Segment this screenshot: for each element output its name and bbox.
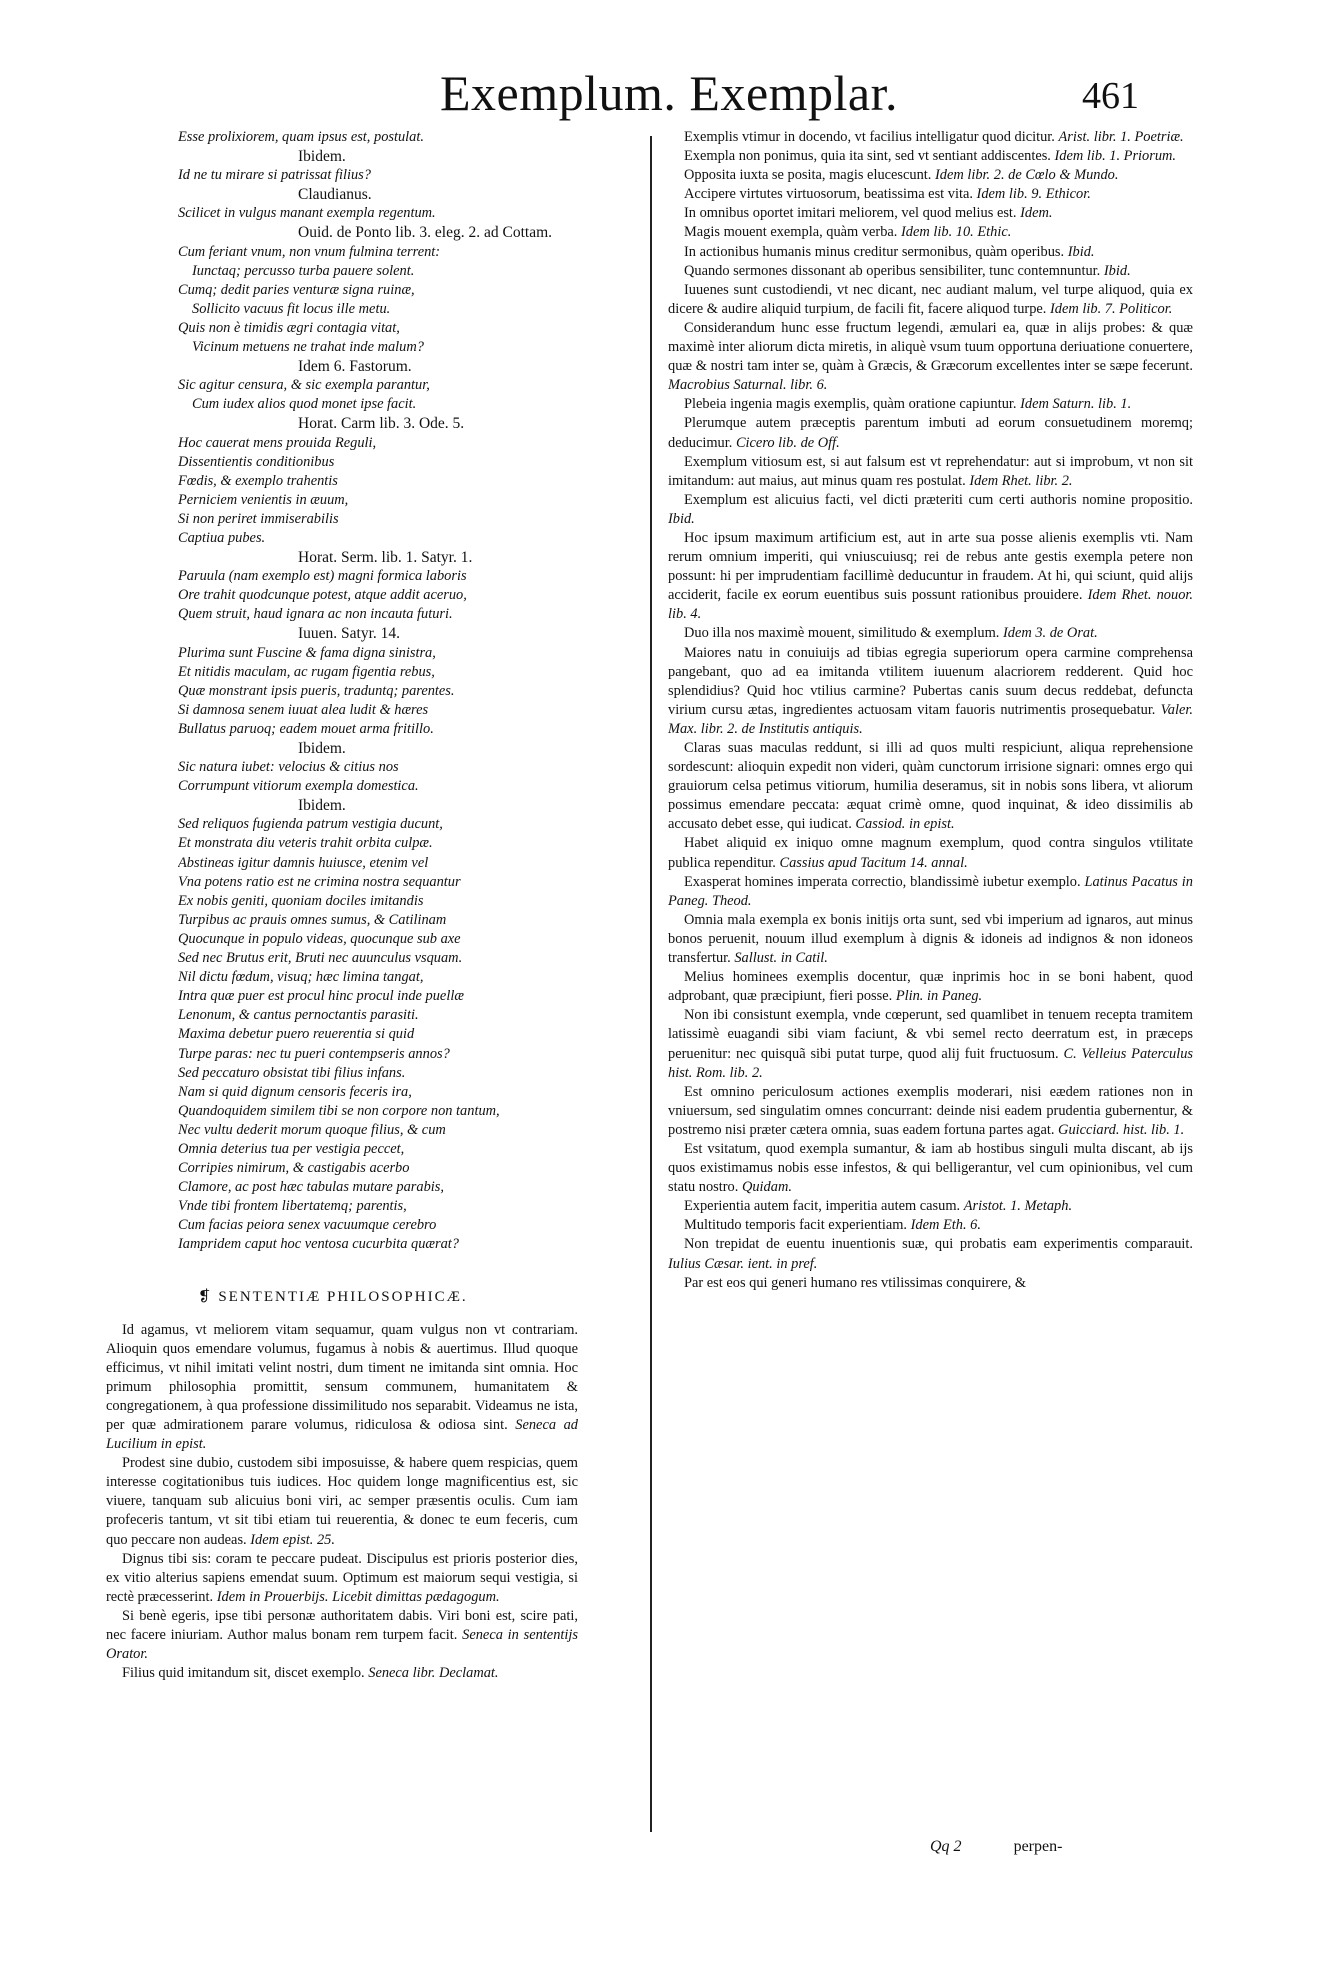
quotation-paragraph: [668, 968, 1193, 1006]
quotation-paragraph: [106, 1454, 578, 1549]
verse-line: Ore trahit quodcunque potest, atque addit aceruo,: [178, 587, 467, 604]
left-column: [106, 128, 578, 1683]
quotation-paragraph: [668, 1006, 1193, 1082]
verse-line: Turpe paras: nec tu pueri contempseris annos?: [178, 1045, 450, 1062]
quotation-paragraph: [668, 281, 1193, 319]
citation: Latinus Pacatus in Paneg. Theod.: [668, 873, 1193, 909]
quotation-text: Plerumque autem præceptis parentum imbuti ad eorum consuetudinem moremq; deducimur.: [668, 415, 1193, 451]
citation: Idem Rhet. libr. 2.: [969, 472, 1073, 489]
citation: Aristot. 1. Metaph.: [963, 1198, 1073, 1215]
quotation-paragraph: [668, 1235, 1193, 1273]
citation: Iulius Cæsar. ient. in pref.: [668, 1255, 818, 1272]
quotation-paragraph: [668, 1140, 1193, 1197]
quotation-paragraph: [668, 1197, 1193, 1216]
quotation-paragraph: [668, 147, 1193, 166]
citation: Quidam.: [741, 1179, 792, 1196]
verse-line: Si damnosa senem iuuat alea ludit & hæres: [178, 701, 429, 718]
verse-line: Scilicet in vulgus manant exempla regentum.: [178, 205, 436, 222]
quotation-paragraph: [106, 1321, 578, 1455]
source-caption: Ouid. de Ponto lib. 3. eleg. 2. ad Cottam.: [298, 224, 553, 242]
quotation-text: Est vsitatum, quod exempla sumantur, & iam ab hostibus singuli multa discant, ab ijs quos existimamus nobis esse infestos, & qui belligerantur, vel cum opinionibus, vel cum statu nostro.: [668, 1140, 1193, 1196]
source-caption: Ibidem.: [298, 740, 346, 757]
citation: Seneca ad Lucilium in epist.: [106, 1417, 578, 1453]
quotation-text: Iuuenes sunt custodiendi, vt nec dicant, nec audiant malum, vel turpe aliquod, quia ex dicere & audire aliquid turpium, de facili fit, facere aliquod turpe.: [668, 281, 1193, 317]
verse-line: Bullatus paruoq; eadem mouet arma fritillo.: [178, 720, 434, 737]
citation: Idem Rhet. nouor. lib. 4.: [668, 587, 1193, 623]
quotation-paragraph: [668, 624, 1193, 643]
quotation-paragraph: [668, 185, 1193, 204]
quotation-paragraph: [668, 128, 1193, 147]
verse-line: Nil dictu fœdum, visuq; hæc limina tangat,: [178, 969, 424, 986]
verse-line: Perniciem venientis in æuum,: [178, 491, 349, 508]
verse-line: Intra quæ puer est procul hinc procul inde puellæ: [178, 988, 464, 1005]
verse-line: Omnia deterius tua per vestigia peccet,: [178, 1140, 405, 1157]
quotation-paragraph: [668, 644, 1193, 739]
source-caption: Iuuen. Satyr. 14.: [298, 625, 401, 643]
source-caption: Ibidem.: [298, 148, 346, 166]
quotation-text: Plebeia ingenia magis exemplis, quàm oratione capiuntur.: [684, 396, 1017, 413]
quotation-paragraph: [668, 739, 1193, 834]
verse-line: Fœdis, & exemplo trahentis: [178, 472, 338, 489]
quotation-text: Exemplis vtimur in docendo, vt facilius intelligatur quod dicitur.: [684, 129, 1055, 145]
quotation-paragraph: [668, 243, 1193, 262]
verse-line: Corrumpunt vitiorum exempla domestica.: [178, 778, 419, 795]
verse-line: Iunctaq; percusso turba pauere solent.: [192, 262, 415, 279]
quotation-paragraph: [668, 1083, 1193, 1140]
source-caption: Ibidem.: [298, 797, 346, 815]
verse-line: Quis non è timidis ægri contagia vitat,: [178, 319, 400, 336]
verse-line: Sed nec Brutus erit, Bruti nec auunculus vsquam.: [178, 950, 463, 967]
quotation-text: Melius hominees exemplis docentur, quæ inprimis hoc in se boni habent, quod adprobant, quæ præcipiunt, fieri posse.: [668, 969, 1193, 1005]
quotation-text: In omnibus oportet imitari meliorem, vel quod melius est.: [684, 205, 1017, 222]
citation: Arist. libr. 1. Poetriæ.: [1058, 129, 1184, 145]
verse-line: Abstineas igitur damnis huiusce, etenim vel: [178, 854, 429, 871]
quotation-paragraph: [668, 262, 1193, 281]
citation: Idem 3. de Orat.: [1002, 625, 1098, 642]
verse-line: Nec vultu dederit morum quoque filius, & cum: [178, 1121, 446, 1138]
verse-line: Cum iudex alios quod monet ipse facit.: [192, 396, 417, 413]
verse-block: [178, 128, 578, 1255]
citation: Idem libr. 2. de Cœlo & Mundo.: [935, 167, 1119, 184]
quotation-text: Accipere virtutes virtuosorum, beatissima est vita.: [684, 186, 973, 203]
quotation-text: Multitudo temporis facit experientiam.: [684, 1217, 907, 1234]
verse-line: Vna potens ratio est ne crimina nostra sequantur: [178, 873, 461, 890]
quotation-text: Habet aliquid ex iniquo omne magnum exemplum, quod contra singulos vtilitate publica rependitur.: [668, 835, 1193, 871]
quotation-text: Exemplum est alicuius facti, vel dicti præteriti cum certi authoris nomine propositio.: [684, 491, 1193, 508]
quotation-paragraph: [668, 319, 1193, 395]
quotation-text: Est omnino periculosum actiones exemplis moderari, nisi eædem rationes non in vniuersum, sed singulatim omnes concurrant: deinde nisi eadem prudentia gubernentur, & postremo nisi præter cætera omnia, suas eadem fortuna partes agat.: [668, 1083, 1193, 1138]
verse-line: Id ne tu mirare si patrissat filius?: [178, 167, 371, 184]
verse-line: Paruula (nam exemplo est) magni formica laboris: [178, 568, 467, 585]
citation: Cassius apud Tacitum 14. annal.: [779, 854, 968, 871]
quotation-paragraph: [668, 395, 1193, 414]
verse-line: Vnde tibi frontem libertatemq; parentis,: [178, 1198, 407, 1215]
source-caption: Idem 6. Fastorum.: [298, 358, 412, 376]
citation: Seneca libr. Declamat.: [368, 1665, 499, 1682]
quotation-text: In actionibus humanis minus creditur sermonibus, quàm operibus.: [684, 243, 1065, 260]
quotation-text: Quando sermones dissonant ab operibus sensibiliter, tunc contemnuntur.: [684, 262, 1101, 279]
verse-line: Quæ monstrant ipsis pueris, traduntq; parentes.: [178, 682, 455, 699]
verse-line: Captiua pubes.: [178, 529, 266, 546]
verse-line: Cum feriant vnum, non vnum fulmina terrent:: [178, 243, 441, 260]
verse-line: Ex nobis geniti, quoniam dociles imitandis: [178, 892, 424, 909]
quotation-paragraph: [106, 1550, 578, 1607]
verse-line: Quandoquidem similem tibi se non corpore non tantum,: [178, 1102, 500, 1119]
section-heading: ❡ SENTENTIÆ PHILOSOPHICÆ.: [198, 1288, 468, 1305]
quotation-text: Filius quid imitandum sit, discet exemplo.: [122, 1665, 365, 1682]
citation: Plin. in Paneg.: [895, 988, 983, 1005]
signature-mark: Qq 2: [930, 1838, 962, 1855]
citation: Idem epist. 25.: [250, 1531, 335, 1548]
verse-line: Hoc cauerat mens prouida Reguli,: [178, 434, 377, 451]
quotation-text: Duo illa nos maximè mouent, similitudo & exemplum.: [684, 625, 1000, 642]
source-caption: Horat. Serm. lib. 1. Satyr. 1.: [298, 549, 473, 567]
quotation-paragraph: [668, 1216, 1193, 1235]
quotation-paragraph: [668, 223, 1193, 242]
verse-line: Cumq; dedit paries venturæ signa ruinæ,: [178, 281, 415, 298]
quotation-text: Par est eos qui generi humano res vtilissimas conquirere, &: [684, 1274, 1027, 1291]
footer-line: [930, 1838, 1062, 1856]
citation: Valer. Max. libr. 2. de Institutis antiquis.: [668, 701, 1193, 737]
quotation-text: Magis mouent exempla, quàm verba.: [684, 224, 898, 241]
quotation-paragraph: [668, 166, 1193, 185]
quotation-text: Si benè egeris, ipse tibi personæ authoritatem dabis. Viri boni est, scire pati, nec facere iniuriam. Author malus bonam rem turpem facit.: [106, 1607, 578, 1644]
citation: Seneca in sententijs Orator.: [106, 1627, 578, 1663]
quotation-paragraph: [106, 1607, 578, 1664]
citation: Idem lib. 1. Priorum.: [1054, 148, 1177, 165]
page-number: 461: [1082, 75, 1139, 117]
quotation-text: Non ibi consistunt exempla, vnde cœperunt, sed quamlibet in tenuem recepta tramitem latissimè euagandi sibi viam faciunt, & vbi semel recto deerratum est, in præceps peruenitur: nec quisquã sibi putat turpe, quod alij fuit fructuosum.: [668, 1007, 1193, 1062]
verse-line: Et nitidis maculam, ac rugam figentia rebus,: [178, 663, 435, 680]
quotation-text: Claras suas maculas reddunt, si illi ad quos multi respiciunt, aliqua reprehensione sordescunt: alioquin expedit non videri, quàm cunctorum irrisione signari: omnes ergo qui grauiorum celsa petimus vitiorum, humilia deseramus, sit in nobis sons libera, vt aliorum possimus emendare peccata: æquat crimè omne, quod inquinat, & ideo dissimilis ab accusato debet esse, qui iudicat.: [668, 740, 1193, 833]
quotation-paragraph: [668, 491, 1193, 529]
citation: Idem lib. 9. Ethicor.: [976, 186, 1091, 203]
verse-line: Iampridem caput hoc ventosa cucurbita quærat?: [178, 1236, 459, 1253]
catchword: perpen-: [1013, 1838, 1063, 1855]
quotation-text: Exemplum vitiosum est, si aut falsum est vt reprehendatur: aut si improbum, vt non sit imitandum: aut maius, aut minus quam res postulat.: [668, 453, 1193, 489]
citation: Guicciard. hist. lib. 1.: [1058, 1121, 1185, 1138]
verse-line: Sic agitur censura, & sic exempla parantur,: [178, 377, 430, 394]
verse-line: Si non periret immiserabilis: [178, 510, 339, 527]
citation: C. Velleius Paterculus hist. Rom. lib. 2.: [668, 1045, 1193, 1081]
verse-line: Plurima sunt Fuscine & fama digna sinistra,: [178, 644, 436, 661]
quotation-text: Hoc ipsum maximum artificium est, aut in arte sua posse alienis exemplis vti. Nam rerum omnium imperiti, qui vniuscuiusq; rei de rebus ante gestis exempla petere non possunt: hi per imprudentiam facillimè deducuntur in fraudem. At hi, qui sciunt, quid alijs acciderit, facile ex eorum euentibus suis possunt rationibus prouidere.: [668, 529, 1193, 604]
citation: Idem lib. 10. Ethic.: [901, 224, 1012, 241]
verse-line: Quem struit, haud ignara ac non incauta futuri.: [178, 606, 453, 623]
quotation-paragraph: [668, 1274, 1193, 1293]
citation: Ibid.: [668, 510, 695, 527]
verse-line: Maxima debetur puero reuerentia si quid: [178, 1026, 415, 1043]
source-caption: Horat. Carm lib. 3. Ode. 5.: [298, 415, 465, 433]
citation: Ibid.: [1103, 262, 1131, 279]
citation: Idem in Prouerbijs. Licebit dimittas pædagogum.: [216, 1588, 500, 1605]
verse-line: Cum facias peiora senex vacuumque cerebro: [178, 1217, 437, 1234]
verse-line: Et monstrata diu veteris trahit orbita culpæ.: [178, 835, 433, 852]
citation: Idem Eth. 6.: [910, 1217, 981, 1234]
source-caption: Claudianus.: [298, 186, 372, 204]
verse-line: Nam si quid dignum censoris feceris ira,: [178, 1083, 412, 1100]
quotation-text: Exempla non ponimus, quia ita sint, sed vt sentiant addiscentes.: [684, 148, 1051, 165]
verse-line: Corripies nimirum, & castigabis acerbo: [178, 1160, 410, 1177]
citation: Idem Saturn. lib. 1.: [1020, 396, 1132, 413]
citation: Cassiod. in epist.: [855, 816, 955, 833]
citation: Idem.: [1020, 205, 1053, 222]
verse-line: Esse prolixiorem, quam ipsus est, postulat.: [178, 129, 424, 145]
quotation-text: Id agamus, vt meliorem vitam sequamur, quam vulgus non vt contrariam. Alioquin quos emendare volumus, fugamus à nobis & auertimus. Illud quoque efficimus, vt nihil imitati velint nostri, dum timent ne imitanda sint omnia. Hoc primum philosophia promittit, sensum communem, humanitatem & congregationem, à qua professione dissimilitudo nos separabit. Videamus ne ista, per quæ admirationem parare volumus, ridiculosa & odiosa sint.: [106, 1321, 578, 1433]
right-column: [668, 128, 1193, 1293]
quotation-text: Omnia mala exempla ex bonis initijs orta sunt, sed vbi imperium ad ignaros, aut minus bonos peruenit, nouum illud exemplum à dignis & idoneis ad indignos & non idoneos transfertur.: [668, 911, 1193, 967]
verse-line: Sic natura iubet: velocius & citius nos: [178, 759, 399, 776]
quotation-text: Considerandum hunc esse fructum legendi, æmulari ea, quæ in alijs probes: & quæ maximè inter aliorum dicta miretis, in aliquè vsum tuum opportuna deriuatione conuertere, quæ & nostri tam inter se, quàm à Græcis, & Græcorum excellentes inter se sæpe fecerunt.: [668, 319, 1193, 375]
quotation-paragraph: [668, 834, 1193, 872]
verse-line: Sed reliquos fugienda patrum vestigia ducunt,: [178, 816, 443, 833]
quotation-paragraph: [668, 873, 1193, 911]
verse-line: Lenonum, & cantus pernoctantis parasiti.: [178, 1007, 419, 1024]
verse-line: Clamore, ac post hæc tabulas mutare parabis,: [178, 1179, 444, 1196]
verse-line: Quocunque in populo videas, quocunque sub axe: [178, 930, 461, 947]
prose-block: [106, 1321, 578, 1684]
column-divider: [650, 136, 652, 1832]
citation: Sallust. in Catil.: [734, 950, 828, 967]
quotation-paragraph: [668, 414, 1193, 452]
quotation-text: Non trepidat de euentu inuentionis suæ, qui probatis eam experimentis comparauit.: [684, 1236, 1193, 1253]
running-title: Exemplum. Exemplar.: [440, 65, 899, 121]
citation: Idem lib. 7. Politicor.: [1050, 300, 1173, 317]
quotation-paragraph: [668, 453, 1193, 491]
quotation-text: Opposita iuxta se posita, magis elucescunt.: [684, 167, 932, 184]
verse-line: Sed peccaturo obsistat tibi filius infans.: [178, 1064, 406, 1081]
verse-line: Vicinum metuens ne trahat inde malum?: [192, 339, 424, 356]
quotation-text: Experientia autem facit, imperitia autem casum.: [684, 1198, 961, 1215]
citation: Cicero lib. de Off.: [735, 434, 840, 451]
verse-line: Dissentientis conditionibus: [178, 453, 335, 470]
verse-line: Turpibus ac prauis omnes sumus, & Catilinam: [178, 911, 447, 928]
quotation-text: Maiores natu in conuiuijs ad tibias egregia superiorum opera carmine comprehensa pangebant, quo ad ea imitanda vtilitem iuuenum alacriorem redderent. Quid hoc splendidius? Quid hoc vtilius carmine? Pubertas canis suum decus reddebat, defuncta virium cursu ætas, ingredientes actuosam vitam fauoris nutrimentis prosequebatur.: [668, 644, 1193, 718]
quotation-text: Prodest sine dubio, custodem sibi imposuisse, & habere quem respicias, quem interesse cogitationibus tuis iudices. Hoc quidem longe magnificentius est, sic viuere, tanquam sub alicuius boni viri, ac semper præsentis oculis. Cum iam profeceris tantum, vt sit tibi etiam tui reuerentia, & donec te eum feceris, cum quo peccare non audeas.: [106, 1455, 578, 1548]
quotation-paragraph: [668, 529, 1193, 624]
quotation-paragraph: [106, 1664, 578, 1683]
citation: Macrobius Saturnal. libr. 6.: [668, 377, 828, 394]
quotation-paragraph: [668, 911, 1193, 968]
citation: Ibid.: [1067, 243, 1095, 260]
quotation-paragraph: [668, 204, 1193, 223]
quotation-text: Exasperat homines imperata correctio, blandissimè iubetur exemplo.: [684, 873, 1081, 890]
quotation-text: Dignus tibi sis: coram te peccare pudeat. Discipulus est prioris posterior dies, ex vitio alterius sapiens emendat suum. Optimum est maiorum sequi vestigia, si rectè præcesserint.: [106, 1550, 578, 1605]
verse-line: Sollicito vacuus fit locus ille metu.: [192, 300, 391, 317]
